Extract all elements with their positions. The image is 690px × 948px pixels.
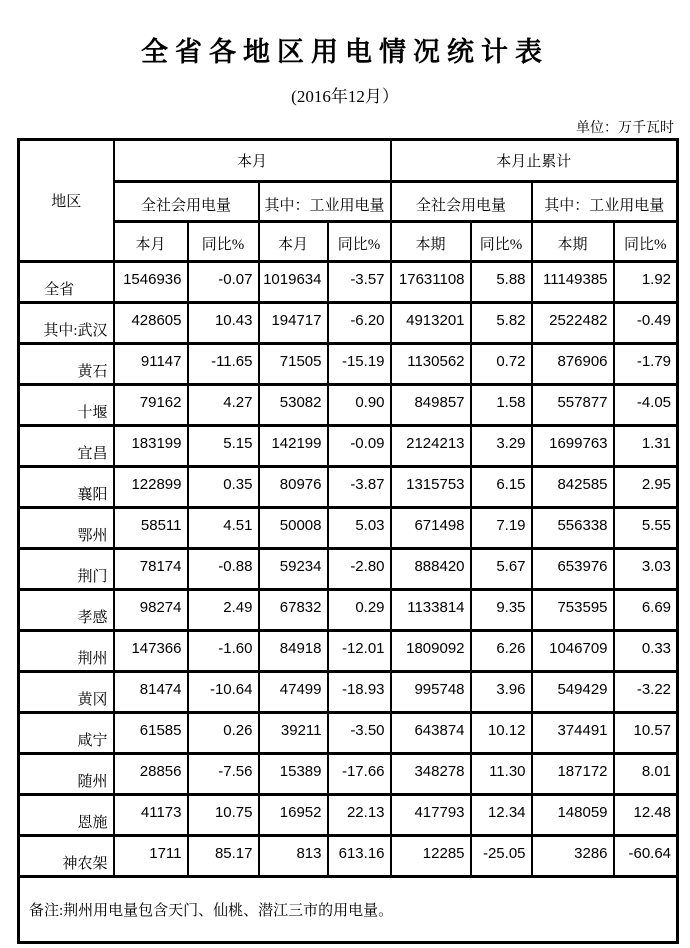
value-cell: 4913201: [391, 303, 471, 344]
table-row: [19, 549, 678, 590]
value-cell: 1315753: [391, 467, 471, 508]
table-row: [19, 713, 678, 754]
value-cell: -25.05: [471, 836, 532, 877]
value-cell: 549429: [532, 672, 614, 713]
value-cell: 12.48: [614, 795, 678, 836]
value-cell: 10.75: [188, 795, 259, 836]
region-cell: 荆门: [19, 549, 114, 590]
value-cell: 995748: [391, 672, 471, 713]
table-row: [19, 631, 678, 672]
table-row: [19, 508, 678, 549]
value-cell: 1133814: [391, 590, 471, 631]
table-row: [19, 672, 678, 713]
value-cell: 0.90: [328, 385, 391, 426]
region-cell: 黄冈: [19, 672, 114, 713]
value-cell: 10.57: [614, 713, 678, 754]
col-header-yoy: 同比%: [328, 222, 391, 262]
region-cell: 全省: [19, 262, 114, 303]
note-row: [19, 877, 678, 943]
value-cell: -1.60: [188, 631, 259, 672]
value-cell: -3.50: [328, 713, 391, 754]
col-header-month: 本月: [259, 222, 328, 262]
value-cell: -10.64: [188, 672, 259, 713]
value-cell: 4.27: [188, 385, 259, 426]
value-cell: 1.58: [471, 385, 532, 426]
value-cell: 58511: [114, 508, 188, 549]
header-row-columns: [19, 222, 678, 262]
value-cell: 10.12: [471, 713, 532, 754]
table-row: [19, 467, 678, 508]
value-cell: 50008: [259, 508, 328, 549]
value-cell: 78174: [114, 549, 188, 590]
value-cell: 1130562: [391, 344, 471, 385]
value-cell: 67832: [259, 590, 328, 631]
value-cell: 98274: [114, 590, 188, 631]
value-cell: -17.66: [328, 754, 391, 795]
table-row: [19, 262, 678, 303]
value-cell: -0.07: [188, 262, 259, 303]
value-cell: 53082: [259, 385, 328, 426]
table-row: [19, 836, 678, 877]
value-cell: 2124213: [391, 426, 471, 467]
value-cell: 842585: [532, 467, 614, 508]
value-cell: 12.34: [471, 795, 532, 836]
value-cell: 183199: [114, 426, 188, 467]
table-row: [19, 385, 678, 426]
value-cell: 417793: [391, 795, 471, 836]
region-cell: 宜昌: [19, 426, 114, 467]
value-cell: 7.19: [471, 508, 532, 549]
value-cell: 5.82: [471, 303, 532, 344]
value-cell: 348278: [391, 754, 471, 795]
value-cell: 2522482: [532, 303, 614, 344]
value-cell: -7.56: [188, 754, 259, 795]
value-cell: 17631108: [391, 262, 471, 303]
value-cell: 1546936: [114, 262, 188, 303]
value-cell: 2.49: [188, 590, 259, 631]
value-cell: 71505: [259, 344, 328, 385]
col-subgroup-industry-cumulative: 其中：工业用电量: [532, 182, 678, 222]
value-cell: 428605: [114, 303, 188, 344]
value-cell: 1046709: [532, 631, 614, 672]
header-row-subgroups: [19, 182, 678, 222]
table-row: [19, 754, 678, 795]
col-header-region: 地区: [19, 140, 114, 262]
col-subgroup-industry-month: 其中：工业用电量: [259, 182, 391, 222]
value-cell: 147366: [114, 631, 188, 672]
region-cell: 神农架: [19, 836, 114, 877]
value-cell: -3.57: [328, 262, 391, 303]
col-subgroup-society-month: 全社会用电量: [114, 182, 259, 222]
table-row: [19, 303, 678, 344]
value-cell: 888420: [391, 549, 471, 590]
value-cell: 671498: [391, 508, 471, 549]
value-cell: 2.95: [614, 467, 678, 508]
value-cell: 5.03: [328, 508, 391, 549]
value-cell: 1809092: [391, 631, 471, 672]
region-cell: 黄石: [19, 344, 114, 385]
region-cell: 恩施: [19, 795, 114, 836]
value-cell: 613.16: [328, 836, 391, 877]
value-cell: -18.93: [328, 672, 391, 713]
value-cell: 5.55: [614, 508, 678, 549]
value-cell: 79162: [114, 385, 188, 426]
value-cell: 0.26: [188, 713, 259, 754]
value-cell: 148059: [532, 795, 614, 836]
value-cell: 9.35: [471, 590, 532, 631]
region-cell: 随州: [19, 754, 114, 795]
value-cell: 12285: [391, 836, 471, 877]
col-header-yoy: 同比%: [614, 222, 678, 262]
value-cell: 61585: [114, 713, 188, 754]
col-header-period: 本期: [532, 222, 614, 262]
value-cell: 6.15: [471, 467, 532, 508]
value-cell: 6.26: [471, 631, 532, 672]
value-cell: 1019634: [259, 262, 328, 303]
value-cell: 3286: [532, 836, 614, 877]
col-group-current-month: 本月: [114, 140, 391, 182]
table-row: [19, 795, 678, 836]
region-cell: 咸宁: [19, 713, 114, 754]
page-title: 全省各地区用电情况统计表: [141, 37, 549, 68]
col-header-period: 本期: [391, 222, 471, 262]
value-cell: 84918: [259, 631, 328, 672]
value-cell: 11149385: [532, 262, 614, 303]
value-cell: -0.09: [328, 426, 391, 467]
value-cell: 753595: [532, 590, 614, 631]
page-subtitle: (2016年12月）: [291, 87, 399, 106]
value-cell: 10.43: [188, 303, 259, 344]
value-cell: 849857: [391, 385, 471, 426]
value-cell: 3.96: [471, 672, 532, 713]
electricity-stats-table: [17, 138, 679, 944]
table-header: [19, 140, 678, 262]
region-cell: 襄阳: [19, 467, 114, 508]
value-cell: 39211: [259, 713, 328, 754]
value-cell: 0.29: [328, 590, 391, 631]
value-cell: 80976: [259, 467, 328, 508]
region-cell: 十堰: [19, 385, 114, 426]
table-row: [19, 344, 678, 385]
value-cell: -12.01: [328, 631, 391, 672]
value-cell: 556338: [532, 508, 614, 549]
region-cell: 其中:武汉: [19, 303, 114, 344]
value-cell: 3.03: [614, 549, 678, 590]
value-cell: -11.65: [188, 344, 259, 385]
value-cell: 1711: [114, 836, 188, 877]
value-cell: 4.51: [188, 508, 259, 549]
value-cell: 1.92: [614, 262, 678, 303]
value-cell: 142199: [259, 426, 328, 467]
value-cell: 47499: [259, 672, 328, 713]
unit-label: 单位：万千瓦时: [576, 121, 674, 136]
value-cell: 85.17: [188, 836, 259, 877]
page: [0, 30, 690, 948]
region-cell: 荆州: [19, 631, 114, 672]
value-cell: 122899: [114, 467, 188, 508]
region-cell: 孝感: [19, 590, 114, 631]
value-cell: 41173: [114, 795, 188, 836]
value-cell: -60.64: [614, 836, 678, 877]
value-cell: -15.19: [328, 344, 391, 385]
value-cell: -1.79: [614, 344, 678, 385]
region-cell: 鄂州: [19, 508, 114, 549]
value-cell: 91147: [114, 344, 188, 385]
col-header-month: 本月: [114, 222, 188, 262]
header-row-groups: [19, 140, 678, 182]
value-cell: 15389: [259, 754, 328, 795]
value-cell: 6.69: [614, 590, 678, 631]
value-cell: 28856: [114, 754, 188, 795]
col-subgroup-society-cumulative: 全社会用电量: [391, 182, 532, 222]
value-cell: 1.31: [614, 426, 678, 467]
value-cell: -4.05: [614, 385, 678, 426]
value-cell: 643874: [391, 713, 471, 754]
value-cell: 5.15: [188, 426, 259, 467]
col-group-cumulative: 本月止累计: [391, 140, 678, 182]
value-cell: 374491: [532, 713, 614, 754]
col-header-yoy: 同比%: [471, 222, 532, 262]
value-cell: 0.35: [188, 467, 259, 508]
value-cell: 557877: [532, 385, 614, 426]
value-cell: 5.67: [471, 549, 532, 590]
value-cell: -0.49: [614, 303, 678, 344]
value-cell: 5.88: [471, 262, 532, 303]
value-cell: 59234: [259, 549, 328, 590]
table-footer: [19, 877, 678, 943]
value-cell: -2.80: [328, 549, 391, 590]
value-cell: 8.01: [614, 754, 678, 795]
value-cell: -6.20: [328, 303, 391, 344]
value-cell: 1699763: [532, 426, 614, 467]
value-cell: 653976: [532, 549, 614, 590]
table-row: [19, 426, 678, 467]
value-cell: 194717: [259, 303, 328, 344]
value-cell: 813: [259, 836, 328, 877]
value-cell: 11.30: [471, 754, 532, 795]
table-row: [19, 590, 678, 631]
value-cell: 22.13: [328, 795, 391, 836]
value-cell: -3.87: [328, 467, 391, 508]
value-cell: -0.88: [188, 549, 259, 590]
value-cell: -3.22: [614, 672, 678, 713]
value-cell: 3.29: [471, 426, 532, 467]
value-cell: 0.33: [614, 631, 678, 672]
value-cell: 0.72: [471, 344, 532, 385]
value-cell: 16952: [259, 795, 328, 836]
value-cell: 81474: [114, 672, 188, 713]
note-text: 备注:荆州用电量包含天门、仙桃、潜江三市的用电量。: [19, 877, 678, 943]
col-header-yoy: 同比%: [188, 222, 259, 262]
value-cell: 187172: [532, 754, 614, 795]
table-body: [19, 262, 678, 877]
value-cell: 876906: [532, 344, 614, 385]
